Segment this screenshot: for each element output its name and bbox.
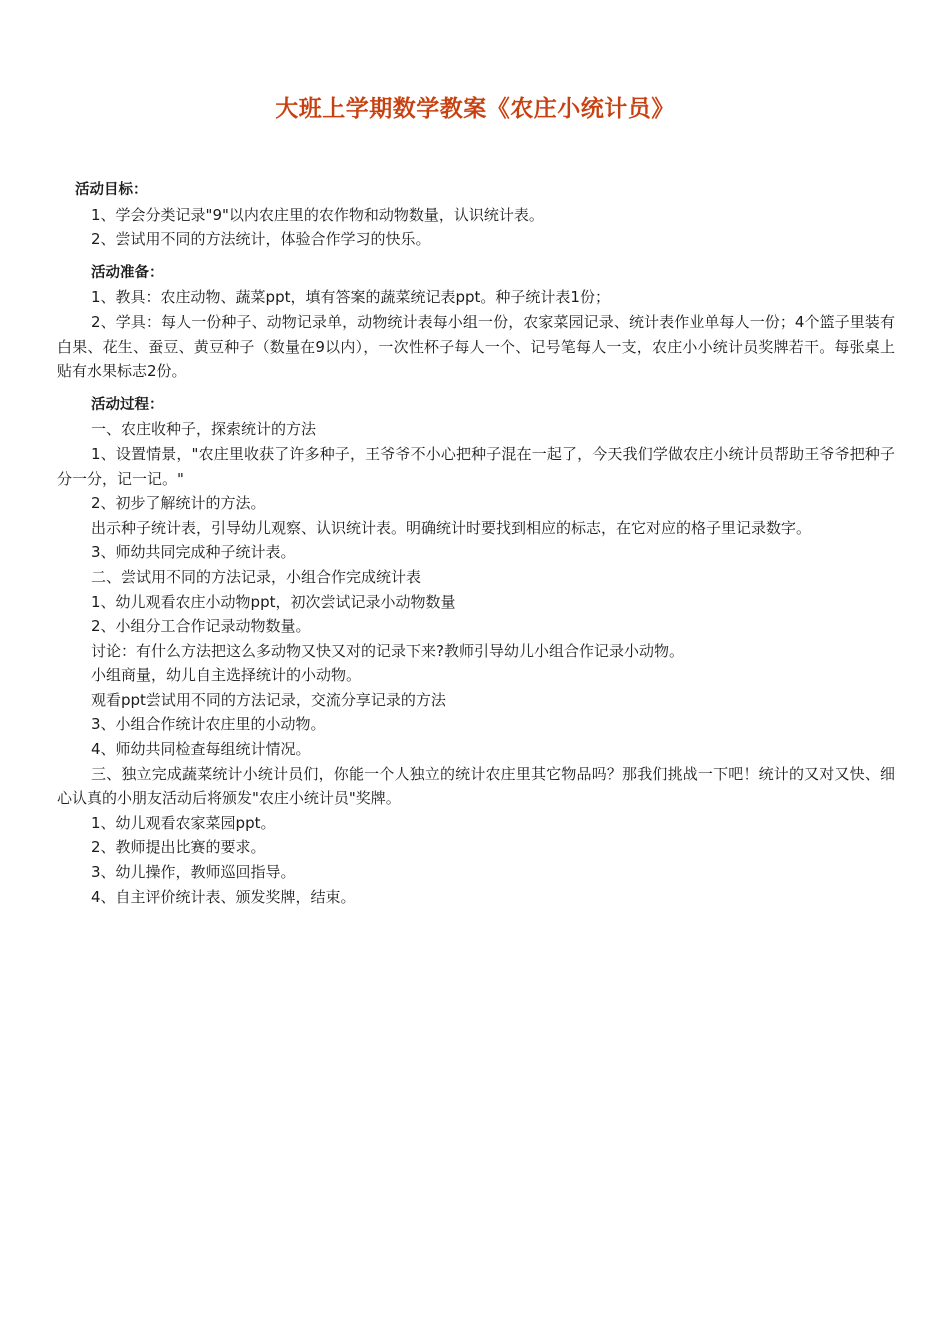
paragraph: 观看ppt尝试用不同的方法记录，交流分享记录的方法 xyxy=(91,690,446,709)
paragraph: 4、师幼共同检查每组统计情况。 xyxy=(91,740,311,759)
section-heading-prep: 活动准备： xyxy=(91,264,164,281)
paragraph: 3、师幼共同完成种子统计表。 xyxy=(91,543,296,562)
paragraph: 3、幼儿操作，教师巡回指导。 xyxy=(91,863,296,882)
paragraph: 二、尝试用不同的方法记录，小组合作完成统计表 xyxy=(91,567,422,586)
paragraph: 2、教师提出比赛的要求。 xyxy=(91,838,266,857)
paragraph: 4、自主评价统计表、颁发奖牌，结束。 xyxy=(91,887,356,906)
paragraph: 讨论：有什么方法把这么多动物又快又对的记录下来?教师引导幼儿小组合作记录小动物。 xyxy=(91,641,684,660)
section-heading-goals: 活动目标： xyxy=(75,182,148,198)
section-heading-process: 活动过程： xyxy=(91,396,164,413)
paragraph: 出示种子统计表，引导幼儿观察、认识统计表。明确统计时要找到相应的标志，在它对应的格子里记录数字。 xyxy=(91,518,812,537)
paragraph: 2、小组分工合作记录动物数量。 xyxy=(91,617,311,636)
paragraph: 1、教具：农庄动物、蔬菜ppt，填有答案的蔬菜统记表ppt。种子统计表1份； xyxy=(91,288,610,307)
document-title: 大班上学期数学教案《农庄小统计员》 xyxy=(275,96,675,122)
paragraph: 1、幼儿观看农庄小动物ppt，初次尝试记录小动物数量 xyxy=(91,592,456,611)
paragraph: 2、初步了解统计的方法。 xyxy=(91,494,266,513)
document-body xyxy=(57,178,895,909)
paragraph: 2、尝试用不同的方法统计，体验合作学习的快乐。 xyxy=(91,230,431,249)
paragraph: 2、学具：每人一份种子、动物记录单，动物统计表每小组一份，农家菜园记录、统计表作业单每人一份；4个篮子里装有白果、花生、蚕豆、黄豆种子（数量在9以内），一次性杯子每人一个、记号笔每人一支，农庄小小统计员奖牌若干。每张桌上贴有水果标志2份。 xyxy=(57,312,895,381)
paragraph: 3、小组合作统计农庄里的小动物。 xyxy=(91,715,326,734)
paragraph: 1、设置情景，"农庄里收获了许多种子，王爷爷不小心把种子混在一起了，今天我们学做农庄小统计员帮助王爷爷把种子分一分，记一记。" xyxy=(57,444,895,488)
paragraph: 1、幼儿观看农家菜园ppt。 xyxy=(91,813,276,832)
paragraph: 1、学会分类记录"9"以内农庄里的农作物和动物数量，认识统计表。 xyxy=(91,205,544,224)
paragraph: 小组商量，幼儿自主选择统计的小动物。 xyxy=(91,666,362,685)
paragraph: 三、独立完成蔬菜统计小统计员们，你能一个人独立的统计农庄里其它物品吗？那我们挑战一下吧！统计的又对又快、细心认真的小朋友活动后将颁发"农庄小统计员"奖牌。 xyxy=(57,764,895,808)
paragraph: 一、农庄收种子，探索统计的方法 xyxy=(91,420,317,439)
